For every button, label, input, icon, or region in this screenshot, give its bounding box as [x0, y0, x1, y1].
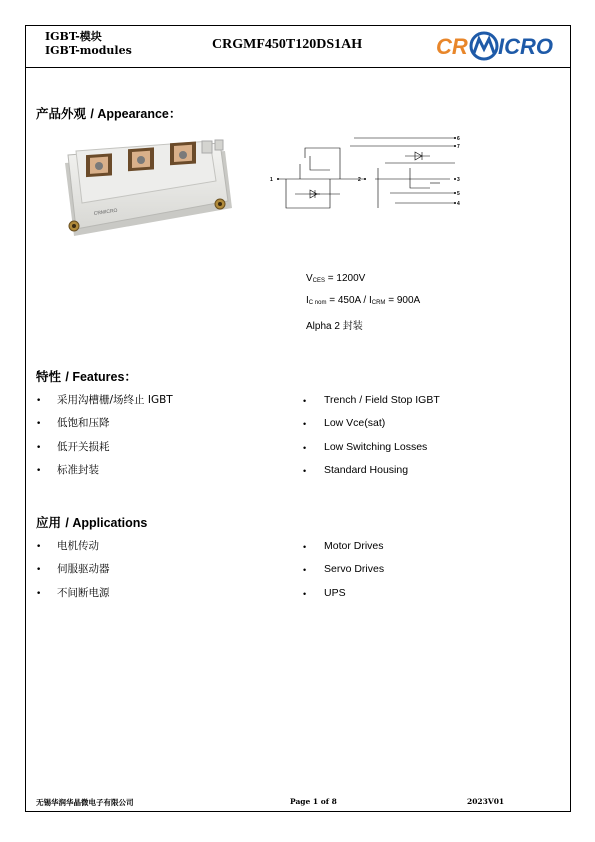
part-number: CRGMF450T120DS1AH — [212, 37, 363, 52]
footer-version: 2023V01 — [467, 797, 505, 806]
category-en: IGBT-modules — [45, 44, 132, 57]
crmicro-logo — [436, 30, 558, 62]
pin-label-5: 5 — [457, 191, 460, 197]
spec-ic: $I_{C nom} = 450A / I_{CRM} = 900A$ — [306, 295, 421, 306]
applications-list-cn — [57, 539, 110, 609]
module-logo: CRMICRO — [93, 207, 118, 217]
list-item: • 电机传动 — [57, 539, 110, 562]
circuit-diagram — [270, 128, 470, 218]
spec-package: Alpha 2 封装 — [306, 321, 363, 332]
pin-label-2: 2 — [358, 177, 361, 183]
applications-title: 应用 / Applications — [36, 515, 148, 530]
spec-vces: $V_{CES} = 1200V$ — [306, 273, 366, 284]
list-item: • Standard Housing — [324, 463, 440, 486]
list-item: • 标准封装 — [57, 463, 173, 486]
svg-text:ICRO: ICRO — [498, 34, 553, 59]
pin-label-6: 6 — [457, 136, 460, 142]
pin-label-4: 4 — [457, 201, 460, 207]
category-cn: IGBT-模块 — [45, 30, 102, 43]
list-item: • Motor Drives — [324, 539, 384, 562]
list-item: • 伺服驱动器 — [57, 562, 110, 585]
features-list-en — [324, 393, 440, 486]
footer-page: Page 1 of 8 — [290, 797, 337, 806]
applications-list-en — [324, 539, 384, 609]
features-list-cn — [57, 393, 173, 486]
list-item: • Servo Drives — [324, 562, 384, 585]
pin-label-1: 1 — [270, 177, 273, 183]
list-item: • Low Vce(sat) — [324, 416, 440, 439]
header-divider — [25, 67, 571, 68]
list-item: • 采用沟槽栅/场终止 IGBT — [57, 393, 173, 416]
svg-text:CR: CR — [436, 34, 468, 59]
list-item: • 低开关损耗 — [57, 440, 173, 463]
module-photo — [60, 133, 235, 243]
appearance-title: 产品外观 / Appearance： — [36, 106, 182, 121]
pin-label-7: 7 — [457, 144, 460, 150]
list-item: • Low Switching Losses — [324, 440, 440, 463]
footer-company: 无锡华润华晶微电子有限公司 — [36, 798, 134, 807]
pin-label-3: 3 — [457, 177, 460, 183]
header-category — [45, 30, 132, 58]
list-item: • 低饱和压降 — [57, 416, 173, 439]
features-title: 特性 / Features： — [36, 369, 137, 384]
list-item: • UPS — [324, 586, 384, 609]
list-item: • 不间断电源 — [57, 586, 110, 609]
list-item: • Trench / Field Stop IGBT — [324, 393, 440, 416]
